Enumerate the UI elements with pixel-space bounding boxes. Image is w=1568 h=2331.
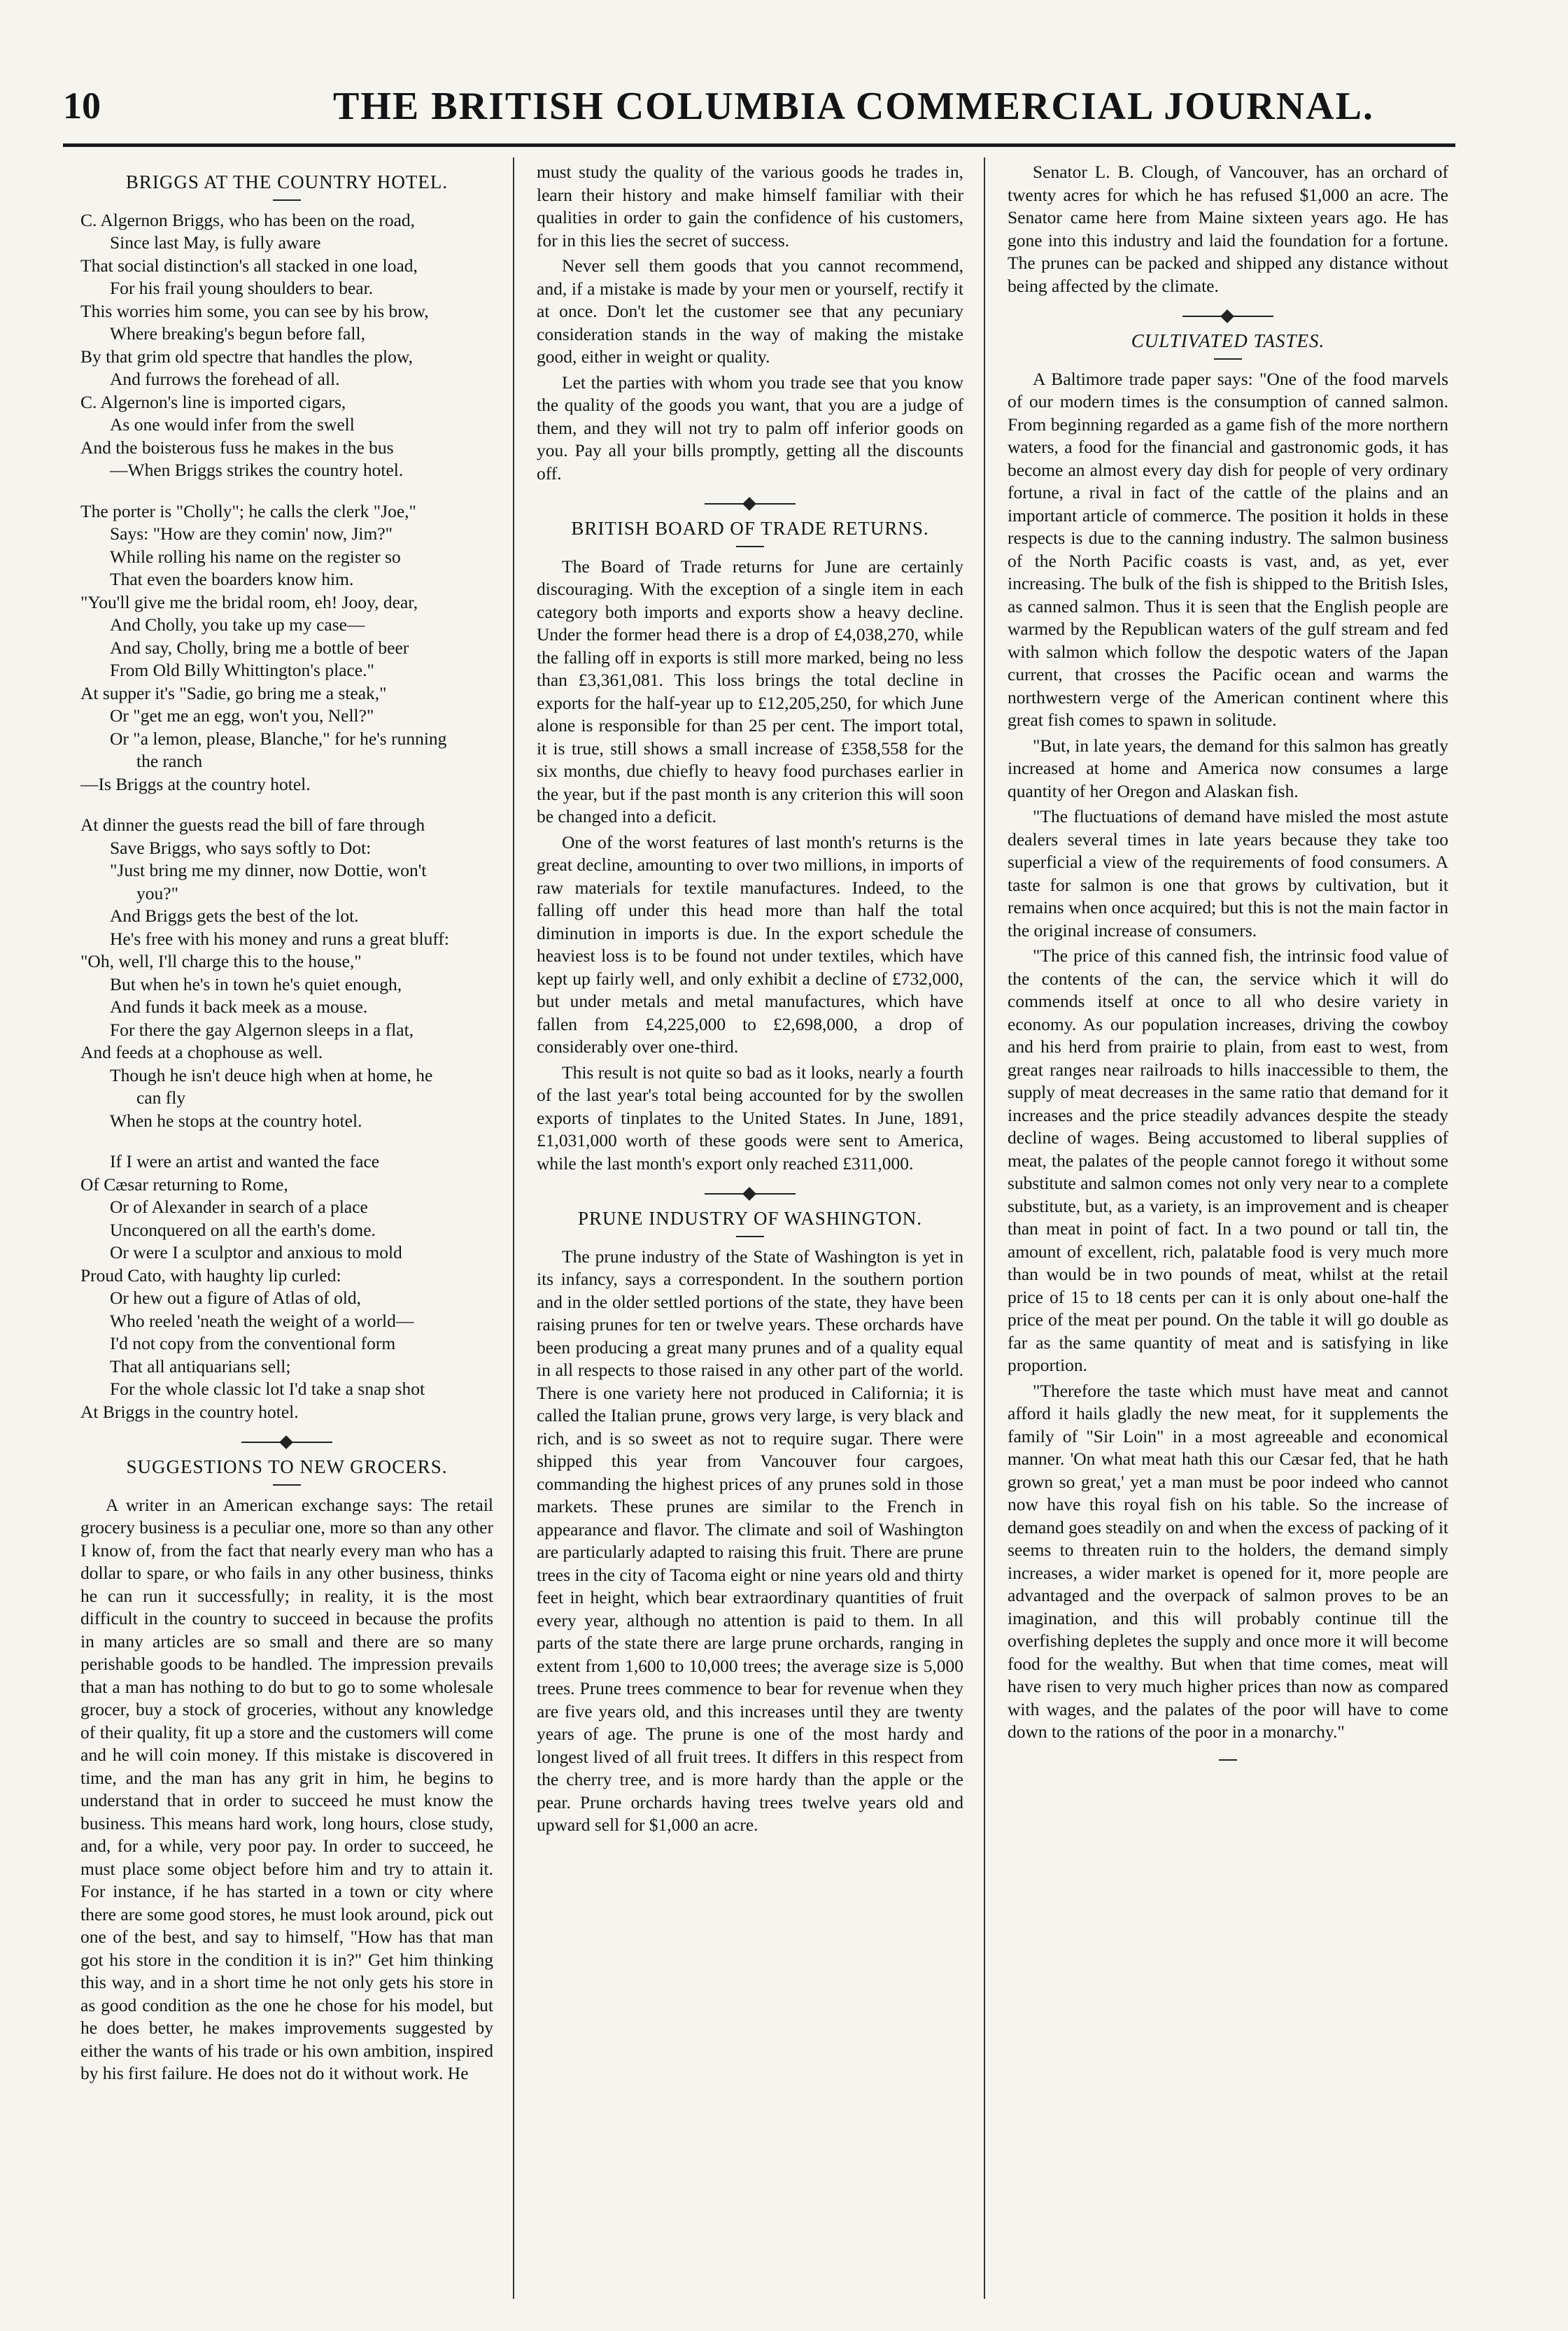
poem-line: That even the boarders know him. xyxy=(110,569,354,589)
poem-line: Where breaking's begun before fall, xyxy=(110,323,365,344)
column-rule-1 xyxy=(513,157,514,2299)
poem-line: And Cholly, you take up my case— xyxy=(110,614,365,635)
poem-line: you?" xyxy=(136,882,178,903)
end-mark xyxy=(1219,1759,1237,1761)
poem-line: By that grim old spectre that handles the plow, xyxy=(80,346,413,367)
heading-dash xyxy=(1214,358,1242,360)
poem-line: When he stops at the country hotel. xyxy=(110,1110,362,1131)
poem-line: If I were an artist and wanted the face xyxy=(110,1151,380,1171)
poem-line: Unconquered on all the earth's dome. xyxy=(110,1219,376,1240)
journal-title: THE BRITISH COLUMBIA COMMERCIAL JOURNAL. xyxy=(333,85,1374,128)
prune-paragraph: Senator L. B. Clough, of Vancouver, has an orchard of twenty acres for which he has refused $1,000 an acre. The Senator came here from Maine sixteen years ago. He has gone into this industry and laid the foundation for a fortune. The prunes can be packed and shipped any distance without being affected by the climate. xyxy=(1008,162,1448,296)
article-divider xyxy=(241,1442,332,1443)
poem-line: That social distinction's all stacked in one load, xyxy=(80,255,418,276)
heading-dash xyxy=(736,1236,764,1237)
article-divider xyxy=(1182,316,1273,317)
column-2 xyxy=(537,161,963,2302)
poem-line: And Briggs gets the best of the lot. xyxy=(110,906,359,926)
poem-line: Or "get me an egg, won't you, Nell?" xyxy=(110,705,374,726)
poem-line: And feeds at a chophouse as well. xyxy=(80,1042,323,1062)
column-1 xyxy=(80,161,493,2302)
poem-line: I'd not copy from the conventional form xyxy=(110,1333,396,1353)
poem-line: Of Cæsar returning to Rome, xyxy=(80,1174,288,1195)
poem-line: For there the gay Algernon sleeps in a flat, xyxy=(110,1019,414,1040)
grocers-paragraph: A writer in an American exchange says: The retail grocery business is a peculiar one, more so than any other I know of, from the fact that nearly every man who has a dollar to spare, or who fails in any other business, thinks he can run it successfully; in reality, it is the most difficult in the country to succeed in because the profits in many articles are so small and there are so many perishable goods to be handled. The impression prevails that a man has nothing to do but to go to some wholesale grocer, buy a stock of groceries, without any knowledge of their quality, fit up a store and the customers will come and he will coin money. If this mistake is discovered in time, and the man has any grit in him, he begins to understand that in order to succeed he must know the business. This means hard work, long hours, close study, and, for a while, very poor pay. In order to succeed, he must place some object before him and try to attain it. For instance, if he has started in a town or city where there are some good stores, he must look around, pick out one of the best, and say to himself, "How has that man got his store in the condition it is in?" Get him thinking this way, and in a short time he not only gets his store in as good condition as the one he chose for his model, but he does better, he makes improvements suggested by either the wants of his trade or his own ambition, inspired by his first failure. He does not do it without work. He xyxy=(80,1494,493,2083)
poem-line: At Briggs in the country hotel. xyxy=(80,1401,299,1422)
stanza-break xyxy=(80,796,493,814)
tastes-paragraph: A Baltimore trade paper says: "One of the food marvels of our modern times is the consumption of canned salmon. From beginning regarded as a game fish of the more northern waters, a food for the financial and gastronomic gods, it has become an almost every day dish for people of very ordinary fortune, a rival in fact of the cattle of the plains and an important article of commerce. The position it holds in these respects is due to the canning industry. The salmon business of the North Pacific coasts is vast, and, as yet, ever increasing. The bulk of the fish is shipped to the British Isles, as canned salmon. Thus it is seen that the English people are warmed by the Republican waters of the gulf stream and fed with salmon which follow the despotic waters of the Japan current, that crosses the Pacific ocean and warms the northwestern verge of the American continent where this great fish comes to spawn in solitude. xyxy=(1008,368,1448,730)
masthead xyxy=(63,84,1448,140)
poem-line: He's free with his money and runs a great bluff: xyxy=(110,928,449,949)
poem-line: —When Briggs strikes the country hotel. xyxy=(110,460,404,480)
grocers-paragraph: must study the quality of the various goods he trades in, learn their history and make himself familiar with their qualities in order to gain the confidence of his customers, for in this lies the secret of success. xyxy=(537,162,963,251)
tastes-paragraph: "But, in late years, the demand for this salmon has greatly increased at home and America now consumes a large quantity of her Oregon and Alaskan fish. xyxy=(1008,735,1448,801)
board-heading: BRITISH BOARD OF TRADE RETURNS. xyxy=(571,518,929,539)
grocers-paragraph: Never sell them goods that you cannot recommend, and, if a mistake is made by your men or yourself, rectify it at once. Don't let the customer see that any pecuniary consideration stands in the way of making the mistake good, either in weight or quality. xyxy=(537,255,963,367)
poem-line: Who reeled 'neath the weight of a world— xyxy=(110,1310,414,1331)
tastes-paragraph: "The price of this canned fish, the intrinsic food value of the contents of the can, the service which it will do commends itself at once to all who desire variety in economy. As our population increases, driving the cowboy and his herd from prairie to plain, from east to west, from great ranges near railroads to hills inaccessible to them, the supply of meat decreases in the same ratio that demand for it increases and the price steadily advances despite the steady decline of wages. Being accustomed to liberal supplies of meat, the palates of the people cannot forego it without some substitute and salmon comes not only very near to a complete substitute, but, as a variety, is an improvement and is cheaper than meat in point of fact. In a two pound or tall tin, the amount of excellent, rich, palatable food is very much more than would be in two pounds of meat, whilst at the retail price of 15 to 18 cents per can it is only about one-half the price of the meat per pound. On the table it will go double as far as the same quantity of meat and is satisfying in like proportion. xyxy=(1008,945,1448,1375)
heading-dash xyxy=(273,199,301,201)
board-paragraph: This result is not quite so bad as it looks, nearly a fourth of the last year's total being accounted for by the swollen exports of tinplates to the United States. In June, 1891, £1,031,000 worth of these goods were sent to America, while the last month's export only reached £311,000. xyxy=(537,1062,963,1174)
heading-dash xyxy=(273,1484,301,1486)
poem-line: "Just bring me my dinner, now Dottie, won't xyxy=(110,860,427,880)
poem-line: As one would infer from the swell xyxy=(110,414,355,435)
poem-line: Proud Cato, with haughty lip curled: xyxy=(80,1265,341,1286)
poem-line: This worries him some, you can see by his brow, xyxy=(80,300,429,321)
grocers-body xyxy=(80,1494,493,2085)
board-paragraph: One of the worst features of last month's returns is the great decline, amounting to over two millions, in imports of raw materials for textile manufactures. Indeed, to the falling off under this head more than half the total diminution in imports is due. In the export schedule the heaviest loss is to be found not under textiles, which have kept up fairly well, and only exhibit a decline of £732,000, but under metals and metal manufactures, which have fallen from £4,225,000 to £2,698,000, a drop of considerably over one-third. xyxy=(537,831,963,1057)
poem-line: C. Algernon's line is imported cigars, xyxy=(80,391,346,412)
grocers-paragraph: Let the parties with whom you trade see that you know the quality of the goods you want, that you are a judge of them, and they will not try to palm off inferior goods on you. Pay all your bills promptly, getting all the discounts off. xyxy=(537,372,963,484)
poem-line: can fly xyxy=(136,1087,186,1108)
poem-line: The porter is "Cholly"; he calls the clerk "Joe," xyxy=(80,500,416,521)
poem-line: And funds it back meek as a mouse. xyxy=(110,997,368,1017)
poem-line: "You'll give me the bridal room, eh! Jooy, dear, xyxy=(80,591,418,612)
poem-line: And furrows the forehead of all. xyxy=(110,369,340,389)
tastes-paragraph: "The fluctuations of demand have misled the most astute dealers several times in late years because they take too superficial a view of the requirements of food consumers. A taste for salmon is one that grows by cultivation, but it remains when once acquired; but this is not the main factor in the original increase of consumers. xyxy=(1008,806,1448,941)
poem-line: —Is Briggs at the country hotel. xyxy=(80,773,311,794)
prune-heading: PRUNE INDUSTRY OF WASHINGTON. xyxy=(577,1208,923,1229)
poem-line: "Oh, well, I'll charge this to the house," xyxy=(80,951,362,971)
column-rule-2 xyxy=(984,157,985,2299)
briggs-heading: BRIGGS AT THE COUNTRY HOTEL. xyxy=(125,171,448,192)
prune-paragraph: The prune industry of the State of Washington is yet in its infancy, says a correspondent. In the southern portion and in the older settled portions of the state, they have been raising prunes for ten or twelve years. These orchards have been producing a great many prunes and of a quality equal in all respects to those raised in any other part of the world. There is one variety here not produced in California; it is called the Italian prune, grows very large, is very black and rich, and is so sweet as not to require sugar. There were shipped this year from Vancouver four cargoes, commanding the highest prices of any prunes sold in those markets. These prunes are similar to the French in appearance and flavor. The climate and soil of Washington are particularly adapted to raising this fruit. There are prune trees in the city of Tacoma eight or nine years old and thirty feet in height, which bear extraordinary quantities of fruit every year, although no attention is paid to them. In all parts of the state there are large prune orchards, ranging in extent from 1,600 to 10,000 trees; the average size is 5,000 trees. Prune trees commence to bear for revenue when they are five years old, and this increases until they are twenty years of age. The prune is one of the most hardy and longest lived of all fruit trees. It differs in this respect from the cherry tree, and is more hardy than the apple or the pear. Prune orchards having trees twelve years old and upward sell for $1,000 an acre. xyxy=(537,1246,963,1835)
article-divider xyxy=(705,1193,796,1195)
grocers-body-continued xyxy=(537,161,963,485)
poem-line: At dinner the guests read the bill of fare through xyxy=(80,815,425,835)
board-body xyxy=(537,556,963,1176)
poem-line: From Old Billy Whittington's place." xyxy=(110,660,374,680)
article-divider xyxy=(705,503,796,505)
poem-line: For his frail young shoulders to bear. xyxy=(110,278,374,298)
poem-line: Or "a lemon, please, Blanche," for he's running xyxy=(110,728,447,749)
poem-line: Says: "How are they comin' now, Jim?" xyxy=(110,523,393,544)
poem-line: At supper it's "Sadie, go bring me a steak," xyxy=(80,682,387,703)
grocers-heading: SUGGESTIONS TO NEW GROCERS. xyxy=(126,1456,448,1477)
stanza-break xyxy=(80,1132,493,1150)
poem-line: Save Briggs, who says softly to Dot: xyxy=(110,837,372,858)
tastes-paragraph: "Therefore the taste which must have meat and cannot afford it hails gladly the new meat, for it supplements the family of "Sir Loin" in a most agreeable and economical manner. 'On what meat hath this our Cæsar fed, that he hath grown so great,' yet a man must be poor indeed who cannot now have this royal fish on his table. So the increase of demand goes steadily on and when the excess of packing of it seems to threaten ruin to the holders, the demand simply increases, a wider market is opened for it, more people are advantaged and the overpack of salmon proves to be an imagination, and this will probably continue till the overfishing depletes the supply and once more it will become food for the wealthy. But when that time comes, meat will have risen to very much higher prices than now as compared with wages, and the palates of the poor will have to come down to the rations of the poor in a monarchy." xyxy=(1008,1380,1448,1742)
board-paragraph: The Board of Trade returns for June are certainly discouraging. With the exception of a single item in each category both imports and exports show a heavy decline. Under the former head there is a drop of £4,038,270, while the falling off in exports is still more marked, being no less than £3,361,081. This loss brings the total decline in exports for the half-year up to £12,205,250, for which June alone is responsible for than 25 per cent. The import total, it is true, still shows a small increase of £358,558 for the six months, due chiefly to heavy food purchases earlier in the year, but if the past month is any criterion this will soon be changed into a deficit. xyxy=(537,556,963,826)
page-number: 10 xyxy=(63,85,101,127)
poem-line: Though he isn't deuce high when at home, he xyxy=(110,1064,433,1085)
prune-body xyxy=(537,1246,963,1837)
poem-line: That all antiquarians sell; xyxy=(110,1355,291,1376)
poem-line: C. Algernon Briggs, who has been on the road, xyxy=(80,209,416,230)
heading-dash xyxy=(736,546,764,547)
stanza-break xyxy=(80,482,493,500)
poem-line: Or of Alexander in search of a place xyxy=(110,1197,368,1217)
poem-line: While rolling his name on the register so xyxy=(110,546,401,567)
poem-line: And say, Cholly, bring me a bottle of beer xyxy=(110,637,409,658)
tastes-heading: CULTIVATED TASTES. xyxy=(1131,330,1325,351)
poem-line: Or hew out a figure of Atlas of old, xyxy=(110,1288,362,1308)
prune-body-continued xyxy=(1008,161,1448,297)
poem-line: For the whole classic lot I'd take a snap shot xyxy=(110,1379,425,1399)
poem-line: And the boisterous fuss he makes in the bus xyxy=(80,437,394,458)
column-3 xyxy=(1008,161,1448,2302)
poem-line: the ranch xyxy=(136,751,203,771)
tastes-body xyxy=(1008,368,1448,1744)
masthead-rule xyxy=(63,143,1455,147)
briggs-poem xyxy=(80,209,493,1424)
poem-line: Or were I a sculptor and anxious to mold xyxy=(110,1242,402,1262)
poem-line: Since last May, is fully aware xyxy=(110,232,321,253)
poem-line: But when he's in town he's quiet enough, xyxy=(110,973,402,994)
